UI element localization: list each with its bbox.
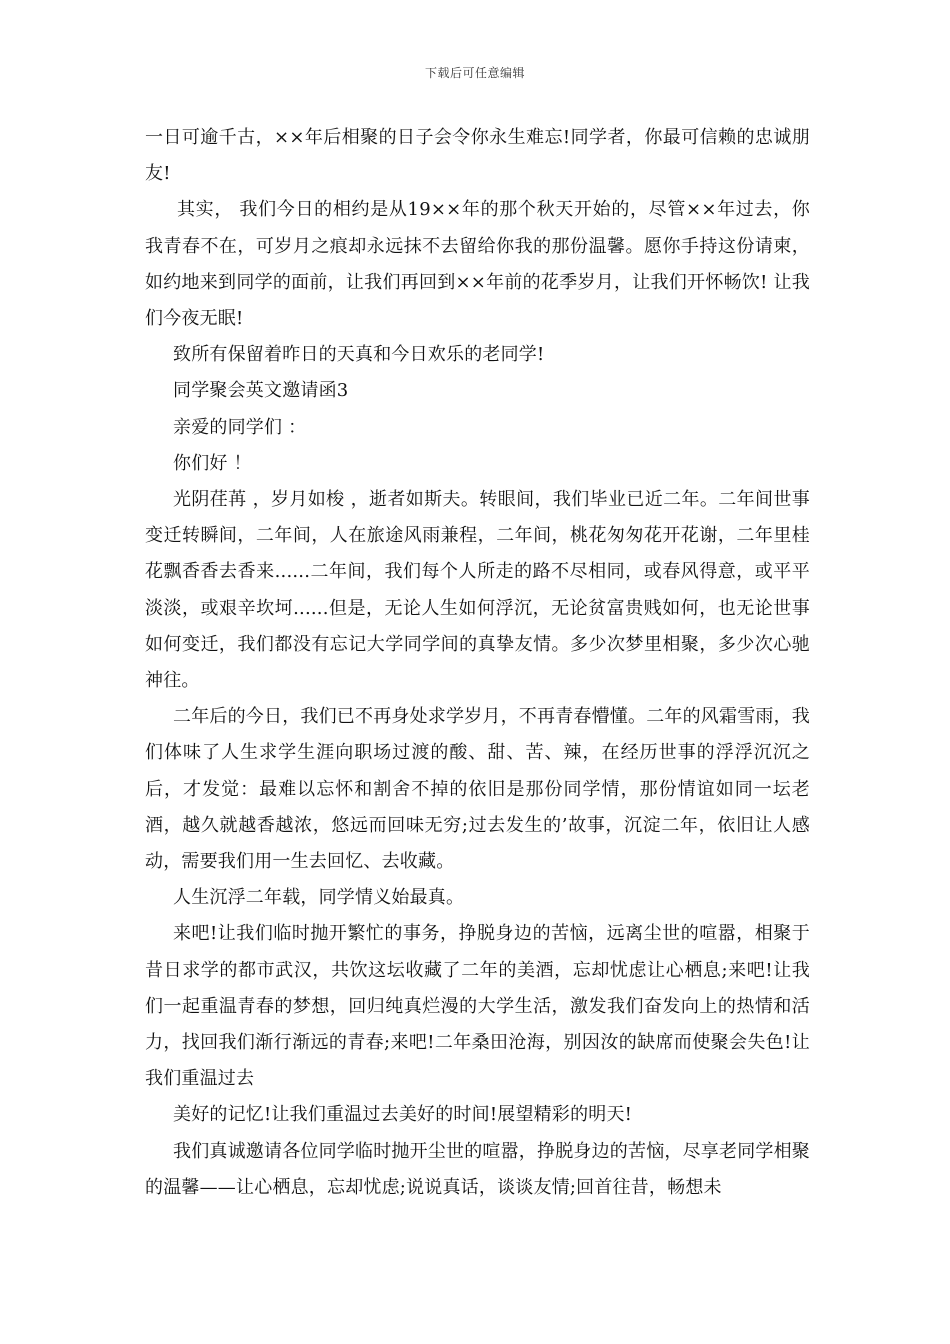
salutation: 亲爱的同学们 ：: [173, 416, 307, 438]
paragraph-come-on: 来吧!让我们临时抛开繁忙的事务，挣脱身边的苦恼，远离尘世的喧嚣，相聚于昔日求学的都市武汉，共饮这坛收藏了二年的美酒，忘却忧虑让心栖息;来吧!让我们一起重温青春的梦想，回归纯真烂漫的大学生活，激发我们奋发向上的热情和活力，找回我们渐行渐远的青春;来吧!二年桑田沧海，别因汝的缺席而使聚会失色!让我们重温过去: [145, 923, 810, 1090]
paragraph-friendship: 人生沉浮二年载，同学情义始最真。: [173, 887, 465, 909]
paragraph-sincere-invitation: 我们真诚邀请各位同学临时抛开尘世的喧嚣，挣脱身边的苦恼，尽享老同学相聚的温馨——让心栖息，忘却忧虑;说说真话，谈谈友情;回首往昔，畅想未: [145, 1140, 810, 1198]
page-header: 下载后可任意编辑: [424, 66, 525, 80]
document-body: [145, 120, 810, 1206]
paragraph-good-memories: 美好的记忆!让我们重温过去美好的时间!展望精彩的明天!: [173, 1104, 633, 1126]
paragraph-opening-continuation: 一日可逾千古，××年后相聚的日子会令你永生难忘!同学者，你最可信赖的忠诚朋友!: [145, 127, 810, 185]
paragraph-time-passes: 光阴荏苒 ，岁月如梭 ，逝者如斯夫。转眼间，我们毕业已近二年。二年间世事变迁转瞬间，二年间，人在旅途风雨兼程，二年间，桃花匆匆花开花谢，二年里桂花飘香香去香来......二年间，我们每个人所走的路不尽相同，或春风得意，或平平淡淡，或艰辛坎坷......但是，无论人生如何浮沉，无论贫富贵贱如何，也无论世事如何变迁，我们都没有忘记大学同学间的真挚友情。多少次梦里相聚，多少次心驰神往。: [145, 489, 810, 692]
paragraph-dedication: 致所有保留着昨日的天真和今日欢乐的老同学!: [173, 344, 545, 366]
paragraph-invitation-reunion: 其实， 我们今日的相约是从19××年的那个秋天开始的，尽管××年过去，你我青春不在，可岁月之痕却永远抹不去留给你我的那份温馨。愿你手持这份请柬，如约地来到同学的面前，让我们再回到××年前的花季岁月，让我们开怀畅饮! 让我们今夜无眠!: [145, 199, 810, 330]
greeting: 你们好 ！: [173, 452, 252, 474]
paragraph-two-years-later: 二年后的今日，我们已不再身处求学岁月，不再青春懵懂。二年的风霜雪雨，我们体味了人生求学生涯向职场过渡的酸、甜、苦、辣，在经历世事的浮浮沉沉之后，才发觉：最难以忘怀和割舍不掉的依旧是那份同学情，那份情谊如同一坛老酒，越久就越香越浓，悠远而回味无穷;过去发生的’故事，沉淀二年，依旧让人感动，需要我们用一生去回忆、去收藏。: [145, 706, 810, 873]
section-title: 同学聚会英文邀请函3: [173, 380, 349, 402]
